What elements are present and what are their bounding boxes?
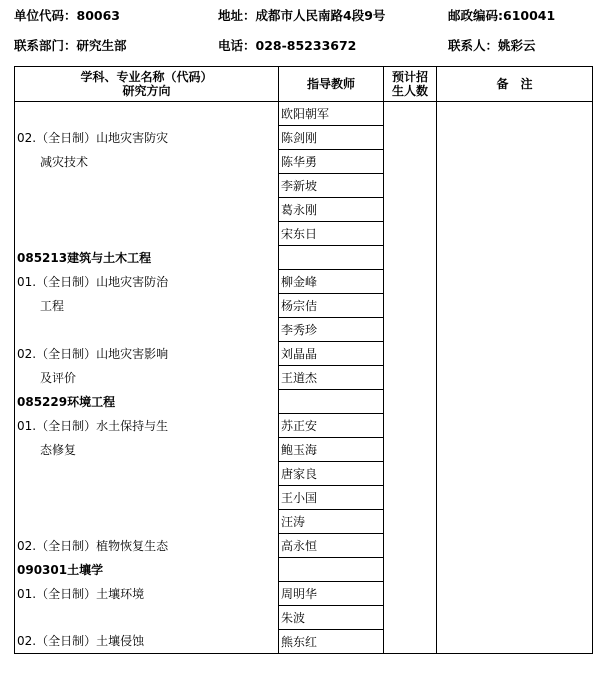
quota-cell — [384, 270, 437, 294]
table-row — [15, 486, 593, 510]
phone: 电话：028-85233672 — [218, 38, 357, 53]
remarks-cell — [437, 150, 593, 174]
postal-code: 邮政编码:610041 — [448, 8, 556, 23]
remarks-cell — [437, 318, 593, 342]
research-direction: 01.（全日制）土壤环境 — [15, 582, 279, 606]
research-direction — [15, 462, 279, 486]
teacher-name: 陈华勇 — [279, 150, 384, 174]
quota-cell — [384, 414, 437, 438]
quota-cell — [384, 102, 437, 126]
remarks-cell — [437, 102, 593, 126]
subject-header-line1: 学科、专业名称（代码） — [80, 70, 213, 84]
remarks-cell — [437, 582, 593, 606]
remarks-cell — [437, 390, 593, 414]
table-row — [15, 630, 593, 654]
subject-column-header — [15, 67, 279, 102]
remarks-column-header: 备 注 — [437, 67, 593, 102]
teacher-name: 唐家良 — [279, 462, 384, 486]
table-row — [15, 414, 593, 438]
research-direction: 01.（全日制）山地灾害防治 — [15, 270, 279, 294]
teacher-name: 苏正安 — [279, 414, 384, 438]
remarks-cell — [437, 606, 593, 630]
research-direction: 02.（全日制）山地灾害影响 — [15, 342, 279, 366]
research-direction — [15, 198, 279, 222]
teacher-name: 葛永刚 — [279, 198, 384, 222]
table-row — [15, 102, 593, 126]
section-heading: 090301土壤学 — [15, 558, 279, 582]
quota-cell — [384, 198, 437, 222]
research-direction — [15, 606, 279, 630]
research-direction — [15, 222, 279, 246]
research-direction: 02.（全日制）土壤侵蚀 — [15, 630, 279, 654]
quota-cell — [384, 366, 437, 390]
table-row — [15, 534, 593, 558]
table-row — [15, 318, 593, 342]
research-direction — [15, 510, 279, 534]
table-row — [15, 438, 593, 462]
remarks-cell — [437, 438, 593, 462]
table-row — [15, 222, 593, 246]
remarks-cell — [437, 558, 593, 582]
teacher-column-header: 指导教师 — [279, 67, 384, 102]
teacher-name: 高永恒 — [279, 534, 384, 558]
remarks-cell — [437, 222, 593, 246]
teacher-name: 柳金峰 — [279, 270, 384, 294]
teacher-name: 周明华 — [279, 582, 384, 606]
address: 地址：成都市人民南路4段9号 — [218, 8, 386, 23]
table-row — [15, 246, 593, 270]
table-body — [15, 102, 593, 654]
quota-cell — [384, 294, 437, 318]
table-row — [15, 390, 593, 414]
research-direction: 01.（全日制）水土保持与生 — [15, 414, 279, 438]
research-direction — [15, 318, 279, 342]
quota-cell — [384, 126, 437, 150]
research-direction: 工程 — [15, 294, 279, 318]
research-direction: 及评价 — [15, 366, 279, 390]
teacher-name: 熊东红 — [279, 630, 384, 654]
research-direction: 02.（全日制）山地灾害防灾 — [15, 126, 279, 150]
table-row — [15, 606, 593, 630]
teacher-name: 李新坡 — [279, 174, 384, 198]
contact-person: 联系人：姚彩云 — [448, 38, 536, 53]
research-direction — [15, 174, 279, 198]
quota-cell — [384, 606, 437, 630]
table-row — [15, 126, 593, 150]
remarks-cell — [437, 486, 593, 510]
quota-cell — [384, 342, 437, 366]
section-heading: 085229环境工程 — [15, 390, 279, 414]
quota-column-header — [384, 67, 437, 102]
research-direction — [15, 102, 279, 126]
remarks-cell — [437, 534, 593, 558]
table-row — [15, 150, 593, 174]
teacher-name: 宋东日 — [279, 222, 384, 246]
research-direction — [15, 486, 279, 510]
remarks-cell — [437, 414, 593, 438]
teacher-name: 陈剑刚 — [279, 126, 384, 150]
teacher-name: 杨宗佶 — [279, 294, 384, 318]
table-header-row — [15, 67, 593, 102]
table-row — [15, 462, 593, 486]
quota-cell — [384, 462, 437, 486]
quota-cell — [384, 318, 437, 342]
quota-cell — [384, 510, 437, 534]
remarks-cell — [437, 246, 593, 270]
research-direction: 减灾技术 — [15, 150, 279, 174]
quota-cell — [384, 438, 437, 462]
table-row — [15, 198, 593, 222]
table-row — [15, 342, 593, 366]
quota-cell — [384, 582, 437, 606]
teacher-name — [279, 246, 384, 270]
teacher-name — [279, 390, 384, 414]
remarks-cell — [437, 294, 593, 318]
teacher-name: 鲍玉海 — [279, 438, 384, 462]
remarks-cell — [437, 366, 593, 390]
remarks-cell — [437, 126, 593, 150]
quota-cell — [384, 630, 437, 654]
remarks-cell — [437, 462, 593, 486]
quota-cell — [384, 390, 437, 414]
remarks-cell — [437, 198, 593, 222]
remarks-cell — [437, 510, 593, 534]
table-row — [15, 510, 593, 534]
quota-cell — [384, 486, 437, 510]
quota-cell — [384, 246, 437, 270]
table-row — [15, 582, 593, 606]
teacher-name: 朱波 — [279, 606, 384, 630]
quota-header-line1: 预计招 — [391, 70, 428, 84]
remarks-cell — [437, 342, 593, 366]
quota-cell — [384, 150, 437, 174]
quota-cell — [384, 174, 437, 198]
teacher-name: 刘晶晶 — [279, 342, 384, 366]
quota-header-line2: 生人数 — [391, 84, 428, 98]
table-row — [15, 558, 593, 582]
unit-code: 单位代码：80063 — [14, 8, 120, 23]
remarks-cell — [437, 174, 593, 198]
teacher-name: 汪涛 — [279, 510, 384, 534]
teacher-name: 王道杰 — [279, 366, 384, 390]
enrollment-table — [14, 66, 593, 654]
table-row — [15, 270, 593, 294]
teacher-name — [279, 558, 384, 582]
quota-cell — [384, 558, 437, 582]
remarks-cell — [437, 270, 593, 294]
table-row — [15, 366, 593, 390]
quota-cell — [384, 222, 437, 246]
research-direction: 02.（全日制）植物恢复生态 — [15, 534, 279, 558]
teacher-name: 欧阳朝军 — [279, 102, 384, 126]
contact-department: 联系部门：研究生部 — [14, 38, 127, 53]
teacher-name: 李秀珍 — [279, 318, 384, 342]
table-row — [15, 174, 593, 198]
teacher-name: 王小国 — [279, 486, 384, 510]
subject-header-line2: 研究方向 — [122, 84, 171, 98]
table-row — [15, 294, 593, 318]
section-heading: 085213建筑与土木工程 — [15, 246, 279, 270]
quota-cell — [384, 534, 437, 558]
research-direction: 态修复 — [15, 438, 279, 462]
remarks-cell — [437, 630, 593, 654]
